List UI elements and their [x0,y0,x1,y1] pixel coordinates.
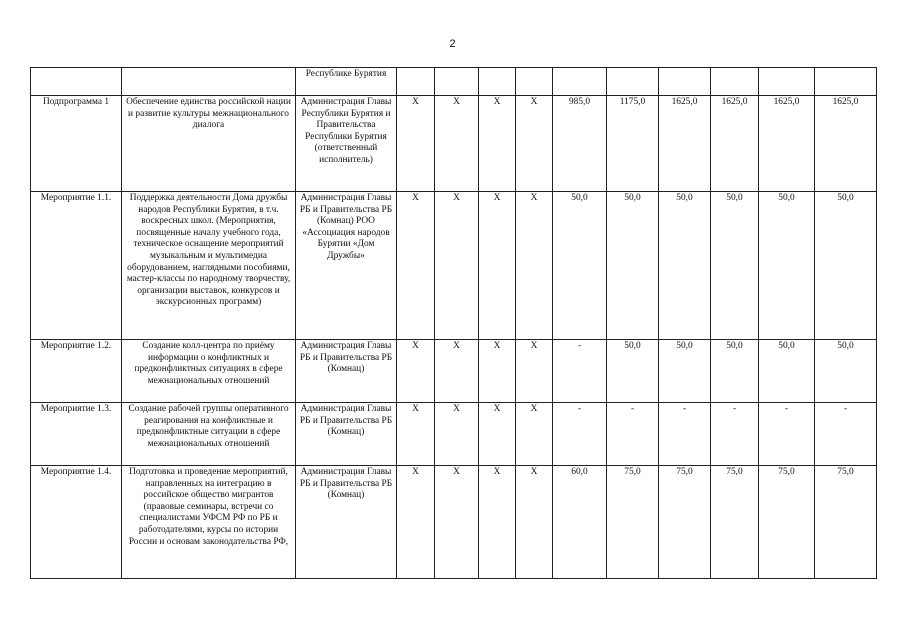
row-mark-cell-text: Х [412,341,419,351]
row-mark-cell [435,403,479,466]
row-mark-cell [479,466,516,579]
row-mark-cell-text: Х [453,404,460,414]
row-value-cell [659,466,711,579]
row-value-cell [607,340,659,403]
row-value-cell [659,340,711,403]
row-mark-cell-text: Х [453,467,460,477]
row-mark-cell-text: Х [530,467,538,477]
row-value-cell-text: 1625,0 [721,97,748,107]
row-value-cell-text: 50,0 [778,193,795,203]
row-mark-cell [435,96,479,192]
row-value-cell [711,96,759,192]
row-mark-cell-text: Х [530,97,538,107]
row-value-cell-text: 1625,0 [832,97,859,107]
row-mark-cell [397,340,435,403]
row-mark-cell [397,68,435,96]
row-value-cell [607,192,659,340]
row-mark-cell [435,192,479,340]
row-mark-cell [397,192,435,340]
row-description-cell-text: Создание колл-центра по приёму информации о конфликтных и предконфликтных ситуациях в сфере межнациональных отношений [134,341,283,386]
table-row [31,340,877,403]
row-name-cell-text: Подпрограмма 1 [42,97,110,107]
row-value-cell [759,466,815,579]
row-value-cell-text: 50,0 [837,341,854,351]
row-value-cell [815,96,877,192]
row-value-cell-text: - [682,404,687,414]
row-mark-cell [516,403,553,466]
row-value-cell [553,68,607,96]
row-mark-cell-text: Х [453,97,460,107]
row-executor-cell-text: Администрация Главы Республики Бурятия и Правительства Республики Бурятия (ответственный исполнитель) [300,97,392,165]
row-value-cell [815,466,877,579]
row-value-cell-text: 50,0 [624,193,641,203]
row-mark-cell-text: Х [530,341,538,351]
row-value-cell-text: 50,0 [624,341,641,351]
row-mark-cell [479,68,516,96]
row-description-cell-text: Создание рабочей группы оперативного реагирования на конфликтные и предконфликтные ситуации в сфере межнациональных отношений [128,404,289,449]
row-value-cell-text: 60,0 [571,467,588,477]
row-executor-cell-text: Администрация Главы РБ и Правительства РБ (Комнац) РОО «Ассоциация народов Бурятии «Дом Дружбы» [299,193,393,261]
row-description-cell [122,96,296,192]
row-value-cell [553,340,607,403]
row-description-cell [122,340,296,403]
row-value-cell [759,403,815,466]
row-value-cell [759,340,815,403]
row-value-cell [659,68,711,96]
row-value-cell [711,340,759,403]
row-value-cell-text: 50,0 [837,193,854,203]
row-mark-cell-text: Х [412,97,419,107]
row-value-cell [815,403,877,466]
row-name-cell [31,403,122,466]
row-executor-cell [296,340,397,403]
row-value-cell [759,96,815,192]
row-mark-cell-text: Х [493,467,501,477]
row-value-cell [711,192,759,340]
row-description-cell [122,192,296,340]
row-value-cell-text: 75,0 [778,467,795,477]
row-value-cell-text: - [577,404,582,414]
row-executor-cell-text: Администрация Главы РБ и Правительства РБ (Комнац) [299,341,393,375]
row-value-cell [553,403,607,466]
table-body [31,68,877,579]
row-name-cell [31,466,122,579]
row-mark-cell-text: Х [493,193,501,203]
row-value-cell [711,68,759,96]
row-mark-cell [516,340,553,403]
row-mark-cell-text: Х [493,404,501,414]
row-value-cell [815,340,877,403]
row-value-cell [607,96,659,192]
row-description-cell [122,68,296,96]
row-executor-cell [296,96,397,192]
row-mark-cell [516,466,553,579]
row-mark-cell [516,68,553,96]
row-value-cell [607,403,659,466]
row-value-cell-text: - [784,404,789,414]
row-mark-cell [479,403,516,466]
row-executor-cell [296,68,397,96]
row-value-cell [659,403,711,466]
row-mark-cell-text: Х [453,341,460,351]
row-mark-cell [479,340,516,403]
row-mark-cell [397,96,435,192]
table-row [31,192,877,340]
row-mark-cell [397,403,435,466]
row-name-cell [31,68,122,96]
row-name-cell [31,340,122,403]
row-mark-cell-text: Х [530,193,538,203]
row-value-cell-text: 75,0 [726,467,743,477]
program-table [30,67,877,579]
row-mark-cell [435,340,479,403]
row-mark-cell-text: Х [412,193,419,203]
row-executor-cell-text: Администрация Главы РБ и Правительства РБ (Комнац) [299,467,393,501]
row-name-cell [31,96,122,192]
row-executor-cell [296,466,397,579]
row-value-cell [553,96,607,192]
row-mark-cell [479,192,516,340]
row-value-cell-text: 1625,0 [671,97,698,107]
row-name-cell [31,192,122,340]
row-mark-cell [435,466,479,579]
table-row [31,403,877,466]
row-value-cell-text: - [732,404,737,414]
row-value-cell [815,68,877,96]
row-mark-cell-text: Х [412,467,419,477]
row-mark-cell-text: Х [453,193,460,203]
row-value-cell-text: 50,0 [676,341,693,351]
row-value-cell-text: 50,0 [726,341,743,351]
row-mark-cell-text: Х [530,404,538,414]
row-value-cell [711,466,759,579]
row-description-cell [122,403,296,466]
row-mark-cell [397,466,435,579]
row-value-cell-text: - [577,341,582,351]
row-value-cell [659,192,711,340]
table-row [31,466,877,579]
row-mark-cell-text: Х [493,97,501,107]
row-value-cell-text: 50,0 [726,193,743,203]
row-value-cell [711,403,759,466]
row-value-cell-text: 1175,0 [619,97,646,107]
row-value-cell-text: 1625,0 [773,97,800,107]
row-executor-cell [296,403,397,466]
row-executor-cell [296,192,397,340]
row-value-cell [553,466,607,579]
row-description-cell-text: Обеспечение единства российской нации и развитие культуры межнационального диалога [126,97,291,131]
row-value-cell-text: 50,0 [676,193,693,203]
row-description-cell-text: Подготовка и проведение мероприятий, направленных на интеграцию в российское общество мигрантов (правовые семинары, встречи со специалистами УФСМ РФ по РБ и работодателями, курсы по истории России и основам законодательства РФ, [128,467,289,547]
row-mark-cell [479,96,516,192]
row-value-cell [815,192,877,340]
row-value-cell-text: 75,0 [624,467,641,477]
row-name-cell-text: Мероприятие 1.3. [40,404,112,414]
row-value-cell-text: 75,0 [837,467,854,477]
row-value-cell-text: 75,0 [676,467,693,477]
row-value-cell-text: 50,0 [571,193,588,203]
row-value-cell [607,466,659,579]
table-row [31,96,877,192]
row-value-cell-text: - [843,404,848,414]
row-mark-cell-text: Х [412,404,419,414]
row-executor-cell-text: Республике Бурятия [305,69,387,79]
row-value-cell-text: 985,0 [568,97,591,107]
row-value-cell [553,192,607,340]
row-value-cell-text: 50,0 [778,341,795,351]
row-name-cell-text: Мероприятие 1.2. [40,341,112,351]
page-number: 2 [449,38,456,50]
row-executor-cell-text: Администрация Главы РБ и Правительства РБ (Комнац) [299,404,393,438]
row-description-cell [122,466,296,579]
row-mark-cell [516,96,553,192]
row-mark-cell-text: Х [493,341,501,351]
row-name-cell-text: Мероприятие 1.1. [40,193,112,203]
row-value-cell [607,68,659,96]
row-name-cell-text: Мероприятие 1.4. [40,467,112,477]
row-value-cell [759,68,815,96]
row-mark-cell [516,192,553,340]
table-row [31,68,877,96]
row-mark-cell [435,68,479,96]
row-value-cell [759,192,815,340]
row-value-cell [659,96,711,192]
row-value-cell-text: - [630,404,635,414]
row-description-cell-text: Поддержка деятельности Дома дружбы народов Республики Бурятия, в т.ч. воскресных школ. (Мероприятия, посвященные началу учебного года, техническое оснащение мероприятий музыкальным и мультимедиа оборудованием, наглядными пособиями, мастер-классы по народному творчеству, организации выставок, конкурсов и экскурсионных программ) [126,193,291,308]
